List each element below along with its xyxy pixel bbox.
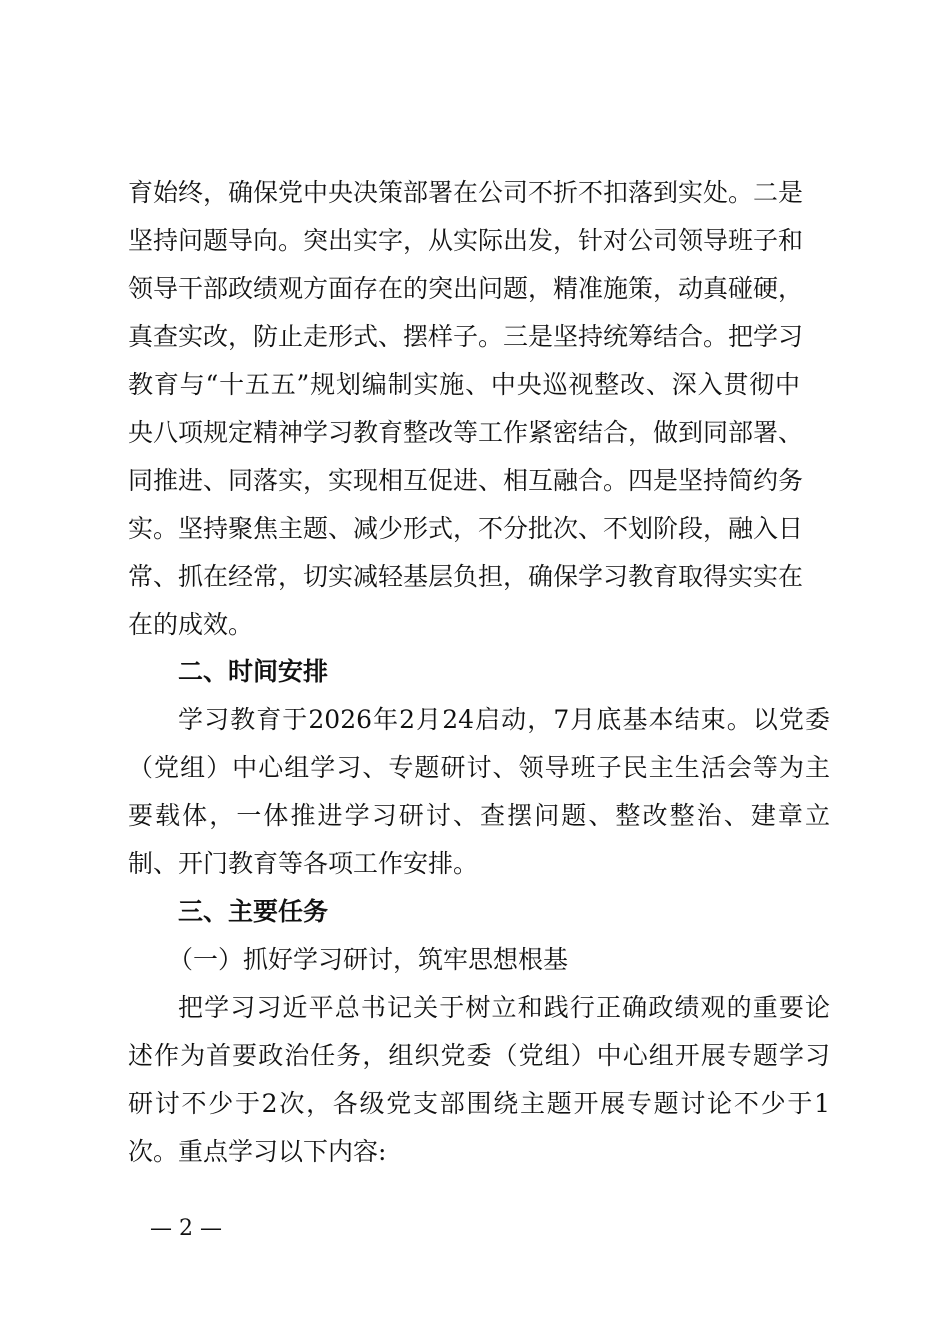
body-text-line: （党组）中心组学习、专题研讨、领导班子民主生活会等为主 — [128, 753, 830, 782]
body-text-line: 央八项规定精神学习教育整改等工作紧密结合，做到同部署、 — [128, 418, 804, 447]
body-text-line: 育始终，确保党中央决策部署在公司不折不扣落到实处。二是 — [128, 178, 804, 207]
body-text-line: 把学习习近平总书记关于树立和践行正确政绩观的重要论 — [178, 993, 830, 1022]
body-text-line: 同推进、同落实，实现相互促进、相互融合。四是坚持简约务 — [128, 466, 804, 495]
body-text-line: 真查实改，防止走形式、摆样子。三是坚持统筹结合。把学习 — [128, 322, 804, 351]
body-text-line: 常、抓在经常，切实减轻基层负担，确保学习教育取得实实在 — [128, 562, 804, 591]
body-text-line: 制、开门教育等各项工作安排。 — [128, 849, 479, 878]
page-number: — 2 — — [150, 1216, 222, 1241]
body-text-line: 教育与“十五五”规划编制实施、中央巡视整改、深入贯彻中 — [128, 370, 800, 399]
section-heading-schedule: 二、时间安排 — [178, 657, 329, 686]
body-text-line: 领导干部政绩观方面存在的突出问题，精准施策，动真碰硬， — [128, 274, 804, 303]
body-text-line: 次。重点学习以下内容: — [128, 1137, 387, 1166]
body-text-line: 在的成效。 — [128, 610, 254, 639]
body-text-line: 学习教育于2026年2月24启动，7月底基本结束。以党委 — [178, 705, 830, 734]
body-text-line: 研讨不少于2次，各级党支部围绕主题开展专题讨论不少于1 — [128, 1089, 830, 1118]
subsection-heading: （一）抓好学习研讨，筑牢思想根基 — [168, 945, 569, 974]
body-text-line: 要载体，一体推进学习研讨、查摆问题、整改整治、建章立 — [128, 801, 830, 830]
body-text-line: 坚持问题导向。突出实字，从实际出发，针对公司领导班子和 — [128, 226, 804, 255]
section-heading-tasks: 三、主要任务 — [178, 897, 329, 926]
body-text-line: 述作为首要政治任务，组织党委（党组）中心组开展专题学习 — [128, 1041, 830, 1070]
body-text-line: 实。坚持聚焦主题、减少形式，不分批次、不划阶段，融入日 — [128, 514, 804, 543]
